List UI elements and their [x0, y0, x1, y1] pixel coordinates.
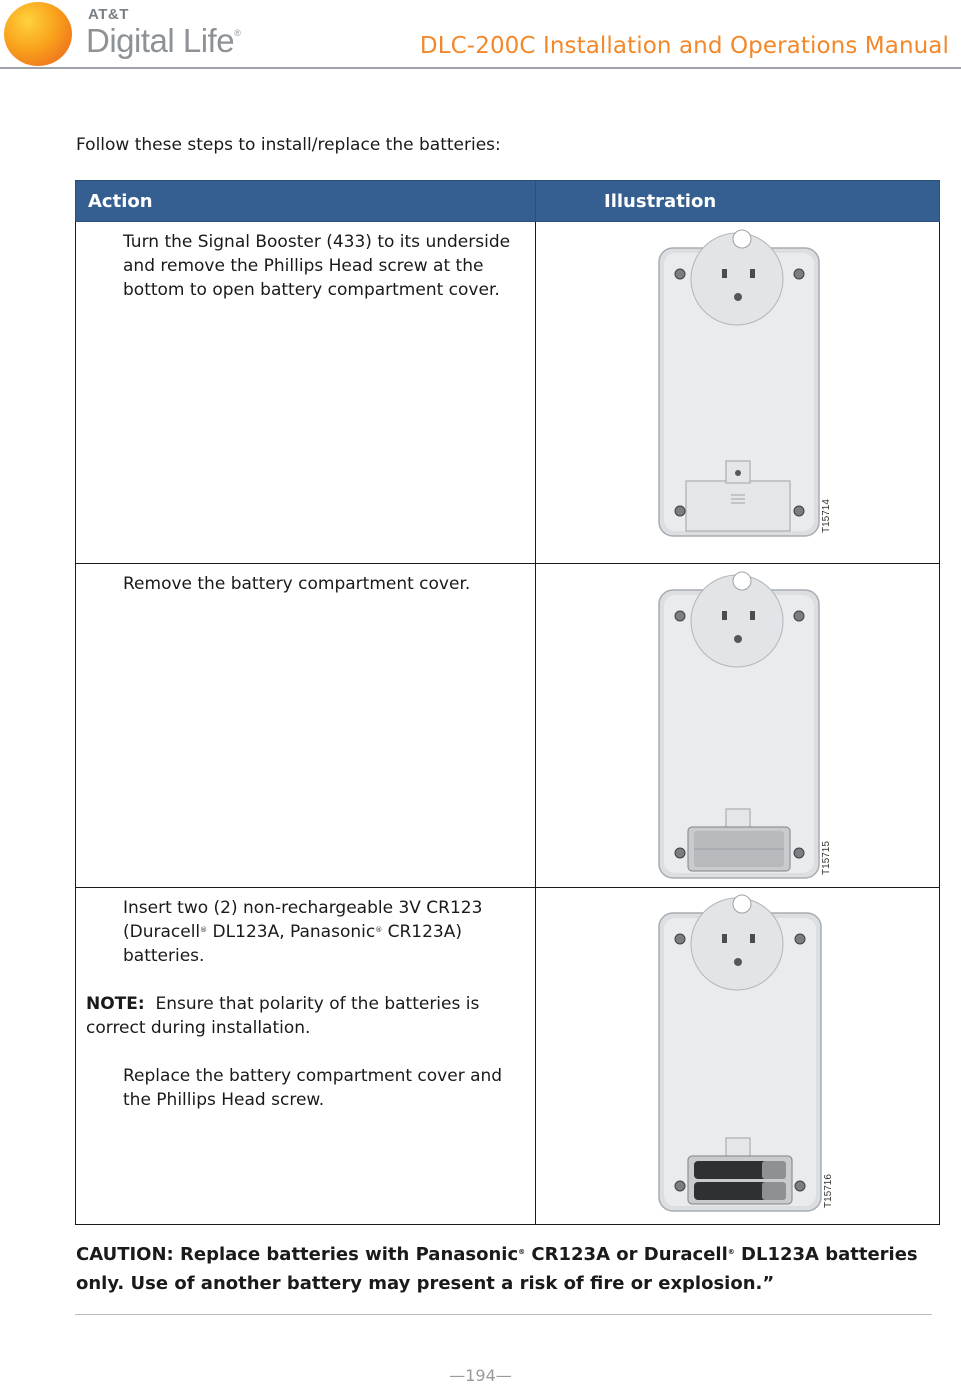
step-text-part: Insert two (2) non-rechargeable 3V CR123 (Duracell	[123, 898, 483, 942]
note-text: Ensure that polarity of the batteries is correct during installation.	[86, 994, 480, 1038]
figure-label: T15714	[820, 499, 832, 533]
step-text: Remove the battery compartment cover.	[123, 574, 471, 594]
step-text	[123, 896, 525, 968]
table-row	[76, 888, 940, 1225]
figure-label: T15715	[820, 841, 832, 875]
booster-batteries-installed-figure	[638, 892, 838, 1216]
registered-mark: ®	[200, 926, 208, 934]
logo-brand-text: AT&T	[88, 6, 129, 23]
caution-text	[76, 1240, 961, 1298]
page-number: —194—	[449, 1366, 512, 1385]
table-header-row	[76, 181, 940, 222]
caution-part: DL123A batteries only. Use of another battery may present a risk of fire or explosion.”	[76, 1244, 918, 1294]
logo-product-name: Digital Life	[86, 22, 235, 59]
illustration-cell	[536, 564, 940, 888]
note	[86, 992, 525, 1040]
registered-mark: ®	[518, 1248, 526, 1256]
action-cell	[76, 564, 536, 888]
action-cell	[76, 888, 536, 1225]
step-text-part: DL123A, Panasonic	[207, 922, 376, 942]
registered-mark: ®	[727, 1248, 735, 1256]
action-column-header: Action	[76, 181, 536, 222]
step-text: Turn the Signal Booster (433) to its underside and remove the Phillips Head screw at the bottom to open battery compartment cover.	[123, 232, 511, 300]
logo-product-text	[86, 22, 240, 60]
table-row	[76, 222, 940, 564]
step-text-part: CR123A) batteries.	[123, 922, 463, 966]
illustration-cell	[536, 222, 940, 564]
att-globe-logo	[4, 2, 72, 66]
illustration-cell	[536, 888, 940, 1225]
intro-text: Follow these steps to install/replace the batteries:	[76, 135, 501, 155]
steps-table	[75, 180, 940, 1225]
booster-cover-removed-figure	[638, 569, 838, 881]
logo-registered-mark: ®	[234, 28, 241, 38]
action-cell	[76, 222, 536, 564]
header-divider	[0, 67, 961, 69]
figure-label: T15716	[822, 1174, 834, 1208]
caution-part: CR123A or Duracell	[525, 1244, 728, 1265]
caution-part: CAUTION: Replace batteries with Panasonic	[76, 1244, 519, 1265]
table-row	[76, 564, 940, 888]
booster-underside-closed-figure	[638, 227, 838, 539]
registered-mark: ®	[375, 926, 383, 934]
step-text: Replace the battery compartment cover and the Phillips Head screw.	[123, 1066, 503, 1110]
document-title: DLC-200C Installation and Operations Manual	[419, 33, 949, 59]
illustration-column-header: Illustration	[536, 181, 940, 222]
footer-divider	[75, 1314, 932, 1315]
note-label: NOTE:	[86, 994, 145, 1014]
